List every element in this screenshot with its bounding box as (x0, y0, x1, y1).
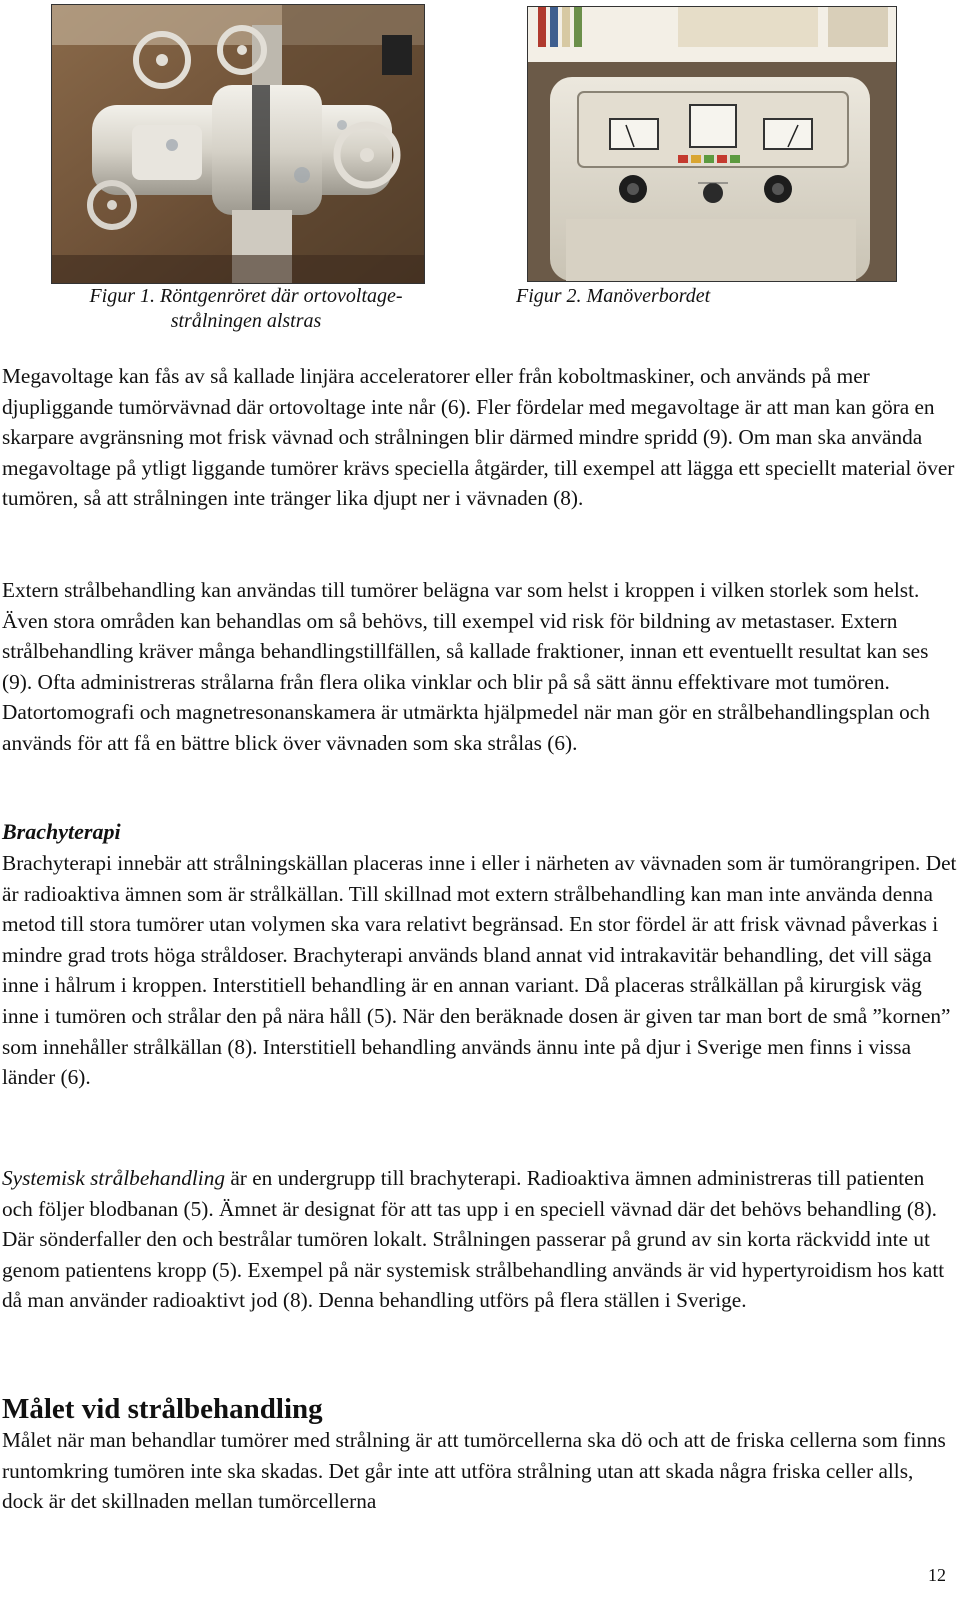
heading-malet-vid-stralbehandling: Målet vid strålbehandling (2, 1393, 323, 1425)
systemisk-text: är en undergrupp till brachyterapi. Radioaktiva ämnen administreras till patienten och följer blodbanan (5). Ämnet är designat för att tas upp i en speciell vävnad där det behövs behandling (8). Där sönderfaller den och bestrålar tumören lokalt. Strålningen passerar på grund av sin korta räckvidd inte ut genom patientens kropp (5). Exempel på när systemisk strålbehandling används är vid hypertyroidism hos katt då man använder radioaktivt jod (8). Denna behandling utförs på flera ställen i Sverige. (2, 1166, 945, 1313)
figure-2-caption: Figur 2. Manöverbordet (516, 285, 711, 307)
xray-tube-illustration (52, 5, 424, 283)
paragraph-brachyterapi: Brachyterapi innebär att strålningskällan placeras inne i eller i närheten av vävnaden som är tumörangripen. Det är radioaktiva ämnen som är strålkällan. Till skillnad mot extern strålbehandling kan man inte använda denna metod till stora tumörer utan volymen ska vara relativt begränsad. En stor fördel är att frisk vävnad påverkas i mindre grad trots höga stråldoser. Brachyterapi används bland annat vid intrakavitär behandling, det vill säga inne i hålrum i kroppen. Interstitiell behandling är en annan variant. Då placeras strålkällan på kirurgisk väg inne i tumören och strålar den på nära håll (5). När den beräknade dosen är given tar man bort de små ”kornen” som innehåller strålkällan (8). Interstitiell behandling används ännu inte på djur i Sverige men finns i vissa länder (6). (2, 851, 957, 1090)
paragraph-megavoltage: Megavoltage kan fås av så kallade linjära acceleratorer eller från koboltmaskiner, och används på mer djupliggande tumörvävnad där ortovoltage inte når (6). Fler fördelar med megavoltage är att man kan göra en skarpare avgränsning mot frisk vävnad och strålningen blir därmed mindre spridd (9). Om man ska använda megavoltage på ytligt liggande tumörer krävs speciella åtgärder, till exempel att lägga ett speciellt material över tumören, så att strålningen inte tränger lika djupt ner i vävnaden (8). (2, 364, 955, 511)
figure-1-caption-line-2: strålningen alstras (170, 310, 322, 332)
figure-1-xray-tube-photo (51, 4, 425, 284)
figure-1-caption-line-1: Figur 1. Röntgenröret där ortovoltage- (89, 285, 403, 307)
figure-2-control-console-photo (527, 6, 897, 282)
paragraph-malet: Målet när man behandlar tumörer med strålning är att tumörcellerna ska dö och att de friska cellerna som finns runtomkring tumören inte ska skadas. Det går inte att utföra strålning utan att skada några friska celler alls, dock är det skillnaden mellan tumörcellerna (2, 1428, 946, 1514)
paragraph-extern-stralbehandling: Extern strålbehandling kan användas till tumörer belägna var som helst i kroppen i vilken storlek som helst. Även stora områden kan behandlas om så behövs, till exempel vid risk för bildning av metastaser. Extern strålbehandling kräver många behandlingstillfällen, så kallade fraktioner, innan ett eventuellt resultat kan ses (9). Ofta administreras strålarna från flera olika vinklar och blir på så sätt ännu effektivare mot tumören. Datortomografi och magnetresonanskamera är utmärkta hjälpmedel när man gör en strålbehandlingsplan och används för att få en bättre blick över vävnaden som ska strålas (6). (2, 578, 930, 755)
page-number: 12 (928, 1565, 946, 1585)
figure-1-caption (56, 284, 436, 334)
systemisk-term: Systemisk strålbehandling (2, 1166, 226, 1190)
paragraph-systemisk (2, 1163, 958, 1316)
heading-brachyterapi: Brachyterapi (2, 819, 121, 844)
control-console-illustration (528, 7, 896, 281)
